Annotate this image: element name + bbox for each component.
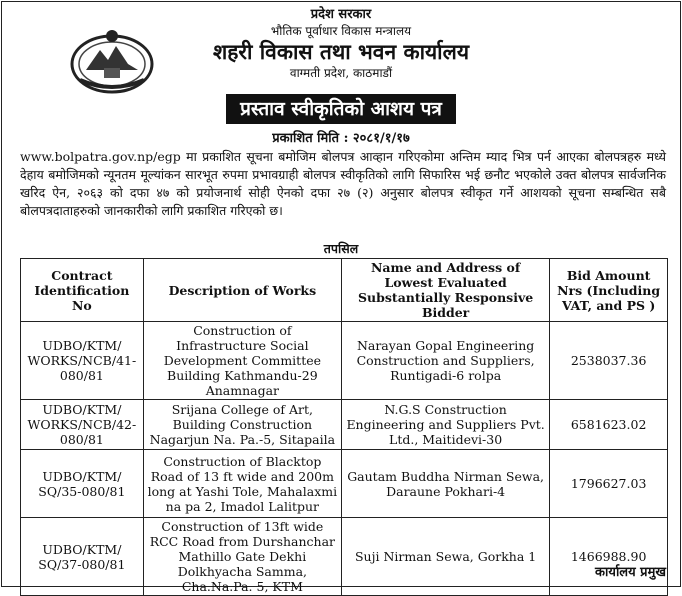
details-label: तपसिल: [323, 241, 359, 256]
header-description: Description of Works: [143, 259, 341, 322]
header-government: प्रदेश सरकार: [310, 7, 372, 22]
published-date: प्रकाशित मिति : २०८१/१/१७: [272, 131, 410, 146]
notice-page: [1, 1, 681, 594]
cell-description: Srijana College of Art, Building Construction Nagarjun Na. Pa.-5, Sitapaila: [143, 400, 341, 450]
cell-description: Construction of Infrastructure Social Development Committee Building Kathmandu-29 Anamnagar: [143, 322, 341, 400]
header-contract-id: Contract Identification No: [21, 259, 144, 322]
table-row: [21, 400, 668, 450]
header-office-title: शहरी विकास तथा भवन कार्यालय: [212, 39, 470, 64]
header-ministry: भौतिक पूर्वाधार विकास मन्त्रालय: [270, 24, 412, 38]
cell-contract-id: UDBO/KTM/ SQ/37-080/81: [21, 518, 144, 596]
cell-amount: 1796627.03: [550, 450, 668, 518]
cell-bidder: N.G.S Construction Engineering and Suppliers Pvt. Ltd., Maitidevi-30: [341, 400, 549, 450]
header-bidder: Name and Address of Lowest Evaluated Substantially Responsive Bidder: [341, 259, 549, 322]
cell-description: Construction of 13ft wide RCC Road from Durshanchar Mathillo Gate Dekhi Dolkhyacha Samma, Cha.Na.Pa. 5, KTM: [143, 518, 341, 596]
contracts-table: [20, 258, 668, 596]
notice-banner: प्रस्ताव स्वीकृतिको आशय पत्र: [226, 94, 456, 124]
cell-contract-id: UDBO/KTM/ SQ/35-080/81: [21, 450, 144, 518]
cell-bidder: Gautam Buddha Nirman Sewa, Daraune Pokhari-4: [341, 450, 549, 518]
table-header-row: [21, 259, 668, 322]
cell-bidder: Narayan Gopal Engineering Construction and Suppliers, Runtigadi-6 rolpa: [341, 322, 549, 400]
table-row: [21, 518, 668, 596]
notice-body: www.bolpatra.gov.np/egp मा प्रकाशित सूचना बमोजिम बोलपत्र आव्हान गरिएकोमा अन्तिम म्याद भित्र पर्न आएका बोलपत्रहरु मध्ये देहाय बमोजिमको न्यूनतम मूल्यांकन सारभूत रुपमा प्रभावग्राही बोलपत्र स्वीकृतिको लागि सिफारिस भई छनौट भएकोले उक्त बोलपत्र सार्वजनिक खरिद ऐन, २०६३ को दफा ४७ को प्रयोजनार्थ सोही ऐनको दफा २७ (२) अनुसार बोलपत्र स्वीकृत गर्ने आशयको सूचना सम्बन्धित सबै बोलपत्रदाताहरुको जानकारीको लागि प्रकाशित गरिएको छ।: [20, 149, 666, 218]
header: [2, 6, 680, 81]
cell-description: Construction of Blacktop Road of 13 ft wide and 200m long at Yashi Tole, Mahalaxmi na pa 2, Imadol Lalitpur: [143, 450, 341, 518]
cell-bidder: Suji Nirman Sewa, Gorkha 1: [341, 518, 549, 596]
cell-amount: 1466988.90: [550, 518, 668, 596]
table-row: [21, 450, 668, 518]
header-bid-amount: Bid Amount Nrs (Including VAT, and PS ): [550, 259, 668, 322]
office-chief-signature: कार्यालय प्रमुख: [595, 565, 666, 580]
cell-amount: 2538037.36: [550, 322, 668, 400]
header-location: वाग्मती प्रदेश, काठमाडौं: [289, 66, 393, 80]
table-row: [21, 322, 668, 400]
cell-contract-id: UDBO/KTM/ WORKS/NCB/41-080/81: [21, 322, 144, 400]
cell-amount: 6581623.02: [550, 400, 668, 450]
cell-contract-id: UDBO/KTM/ WORKS/NCB/42-080/81: [21, 400, 144, 450]
